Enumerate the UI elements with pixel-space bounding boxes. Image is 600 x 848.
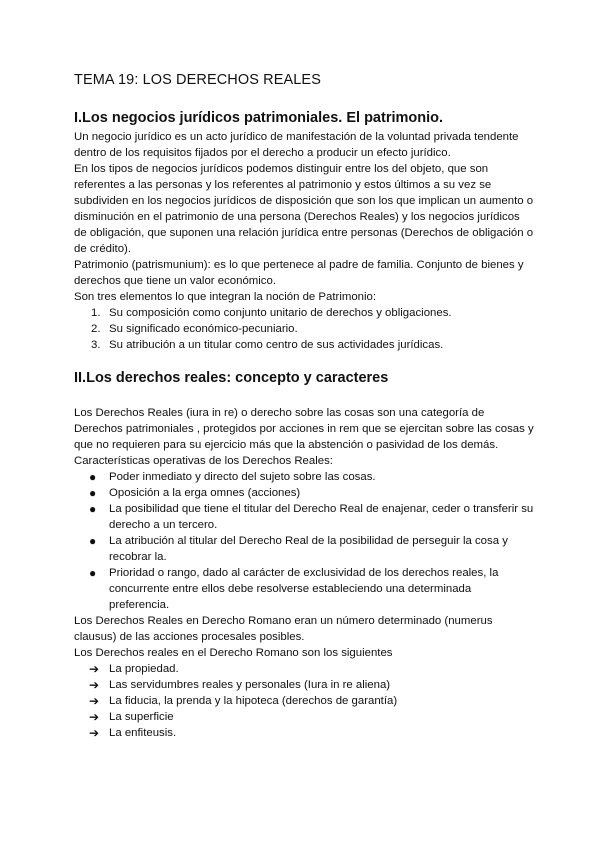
list-item-text: La propiedad.	[109, 663, 179, 675]
bullet-icon: ●	[89, 502, 97, 516]
arrow-icon: ➔	[89, 694, 100, 708]
section-2-heading: II.Los derechos reales: concepto y caracteres	[74, 370, 389, 386]
list-item	[74, 485, 534, 501]
list-number: 2.	[91, 323, 101, 335]
list-item	[74, 321, 534, 337]
paragraph: Los Derechos Reales en Derecho Romano eran un número determinado (numerus clausus) de las acciones procesales posibles.	[74, 615, 493, 643]
list-item-text: Su composición como conjunto unitario de derechos y obligaciones.	[109, 307, 452, 319]
document-title: TEMA 19: LOS DERECHOS REALES	[74, 72, 321, 88]
list-item-text: La posibilidad que tiene el titular del Derecho Real de enajenar, ceder o transferir su derecho a un tercero.	[109, 503, 534, 531]
list-item-text: Las servidumbres reales y personales (Iura in re aliena)	[109, 679, 391, 691]
list-item-text: La enfiteusis.	[109, 727, 177, 739]
numbered-list	[74, 305, 534, 353]
list-item	[74, 693, 534, 709]
list-item-text: Su atribución a un titular como centro de sus actividades jurídicas.	[109, 339, 444, 351]
paragraph: Patrimonio (patrismunium): es lo que pertenece al padre de familia. Conjunto de bienes y derechos que tiene un valor económico.	[74, 259, 524, 287]
list-item-text: Su significado económico-pecuniario.	[109, 323, 298, 335]
list-item-text: Poder inmediato y directo del sujeto sobre las cosas.	[109, 471, 376, 483]
list-item	[74, 337, 534, 353]
list-item-text: Prioridad o rango, dado al carácter de exclusividad de los derechos reales, la concurrente entre ellos debe resolverse estableciendo una determinada preferencia.	[109, 567, 499, 611]
bullet-icon: ●	[89, 534, 97, 548]
list-item	[74, 709, 534, 725]
arrow-icon: ➔	[89, 710, 100, 724]
paragraph: Un negocio jurídico es un acto jurídico de manifestación de la voluntad privada tendente dentro de los requisitos fijados por el derecho a producir un efecto jurídico.	[74, 131, 519, 159]
paragraph: Los Derechos Reales (iura in re) o derecho sobre las cosas son una categoría de Derechos patrimoniales , protegidos por acciones in rem que se ejercitan sobre las cosas y que no requieren para su ejercicio más que la abstención o pasividad de los demás.	[74, 407, 534, 451]
list-item	[74, 501, 534, 533]
list-number: 3.	[91, 339, 101, 351]
list-item-text: La fiducia, la prenda y la hipoteca (derechos de garantía)	[109, 695, 398, 707]
bullet-list	[74, 469, 534, 613]
bullet-icon: ●	[89, 486, 97, 500]
arrow-icon: ➔	[89, 678, 100, 692]
list-item-text: La atribución al titular del Derecho Real de la posibilidad de perseguir la cosa y recobrar la.	[109, 535, 508, 563]
paragraph: Características operativas de los Derechos Reales:	[74, 455, 333, 467]
list-item	[74, 469, 534, 485]
arrow-icon: ➔	[89, 662, 100, 676]
list-number: 1.	[91, 307, 101, 319]
list-item-text: Oposición a la erga omnes (acciones)	[109, 487, 301, 499]
bullet-icon: ●	[89, 470, 97, 484]
document-page	[74, 72, 534, 741]
section-1-heading: I.Los negocios jurídicos patrimoniales. El patrimonio.	[74, 110, 444, 126]
list-item	[74, 677, 534, 693]
list-item-text: La superficie	[109, 711, 174, 723]
paragraph: En los tipos de negocios jurídicos podemos distinguir entre los del objeto, que son referentes a las personas y los referentes al patrimonio y estos últimos a su vez se subdividen en los negocios jurídicos de disposición que son los que implican un aumento o disminución en el patrimonio de una persona (Derechos Reales) y los negocios jurídicos de obligación, que suponen una relación jurídica entre personas (Derechos de obligación o de crédito).	[74, 163, 534, 255]
arrow-icon: ➔	[89, 726, 100, 740]
list-item	[74, 725, 534, 741]
paragraph: Los Derechos reales en el Derecho Romano son los siguientes	[74, 647, 393, 659]
list-item	[74, 661, 534, 677]
arrow-list	[74, 661, 534, 741]
list-item	[74, 565, 534, 613]
list-item	[74, 533, 534, 565]
bullet-icon: ●	[89, 566, 97, 580]
paragraph: Son tres elementos lo que integran la noción de Patrimonio:	[74, 291, 377, 303]
list-item	[74, 305, 534, 321]
